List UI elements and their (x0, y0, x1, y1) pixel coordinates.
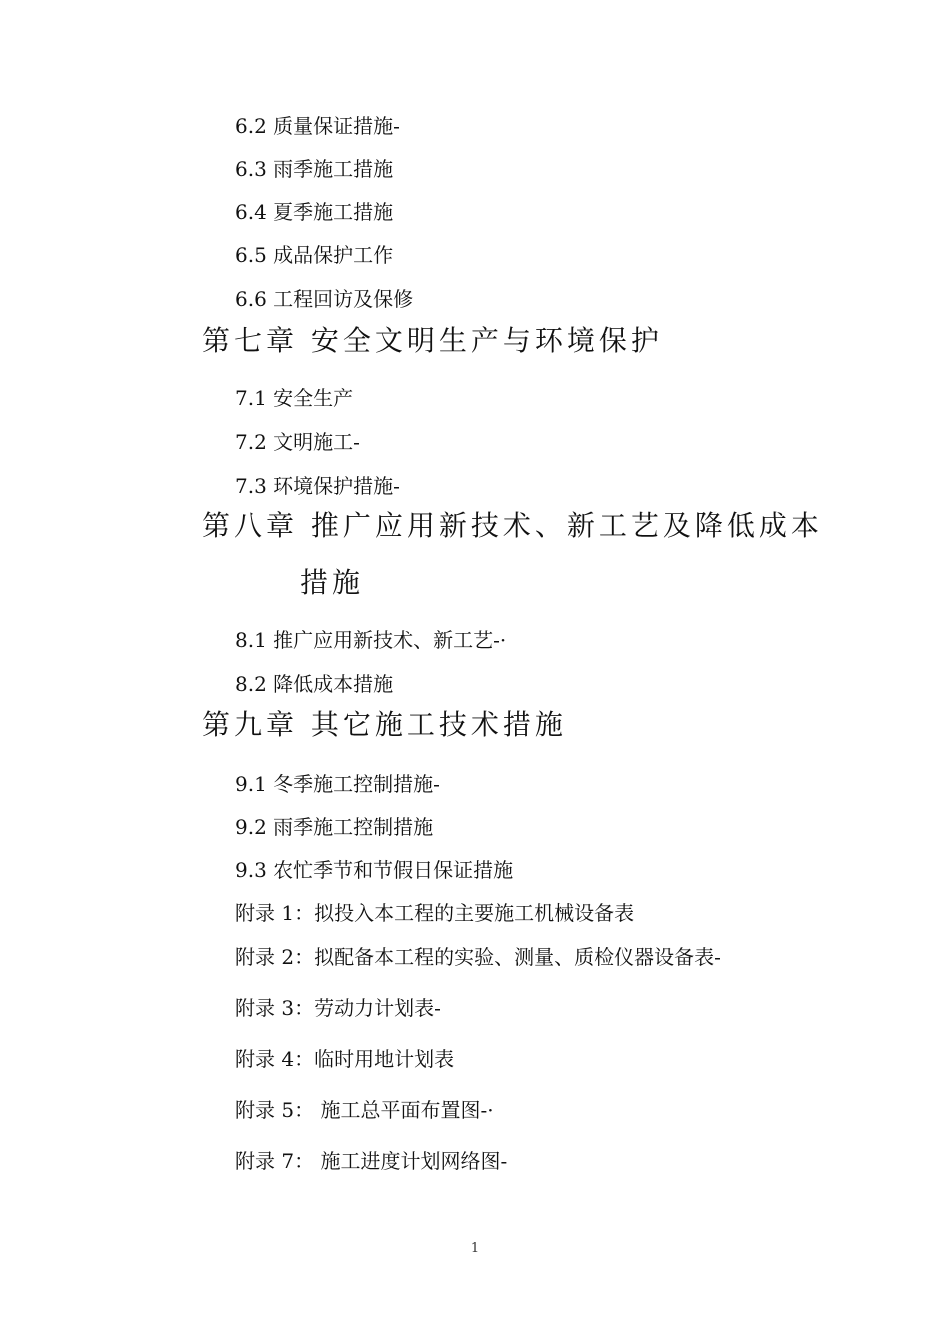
toc-entry-8-2: 8.2 降低成本措施 (235, 672, 394, 696)
chapter-8-heading-continued: 措施 (300, 566, 365, 599)
toc-entry-9-1: 9.1 冬季施工控制措施- (235, 772, 440, 796)
appendix-4: 附录 4：临时用地计划表 (235, 1047, 455, 1071)
toc-entry-7-2: 7.2 文明施工- (235, 430, 360, 454)
toc-entry-8-1: 8.1 推广应用新技术、新工艺-· (235, 628, 507, 652)
appendix-5: 附录 5： 施工总平面布置图-· (235, 1098, 494, 1122)
appendix-3: 附录 3：劳动力计划表- (235, 996, 441, 1020)
appendix-1: 附录 1：拟投入本工程的主要施工机械设备表 (235, 901, 635, 925)
page-number: 1 (470, 1241, 480, 1256)
toc-entry-7-3: 7.3 环境保护措施- (235, 474, 400, 498)
chapter-8-heading: 第八章 推广应用新技术、新工艺及降低成本 (202, 509, 823, 542)
chapter-9-heading: 第九章 其它施工技术措施 (202, 708, 567, 741)
toc-entry-6-5: 6.5 成品保护工作 (235, 243, 394, 267)
toc-entry-7-1: 7.1 安全生产 (235, 386, 354, 410)
toc-entry-6-3: 6.3 雨季施工措施 (235, 157, 394, 181)
toc-entry-9-3: 9.3 农忙季节和节假日保证措施 (235, 858, 514, 882)
appendix-7: 附录 7： 施工进度计划网络图- (235, 1149, 508, 1173)
toc-entry-6-2: 6.2 质量保证措施- (235, 114, 400, 138)
toc-entry-6-4: 6.4 夏季施工措施 (235, 200, 394, 224)
toc-entry-9-2: 9.2 雨季施工控制措施 (235, 815, 434, 839)
appendix-2: 附录 2：拟配备本工程的实验、测量、质检仪器设备表- (235, 945, 721, 969)
toc-entry-6-6: 6.6 工程回访及保修 (235, 287, 414, 311)
chapter-7-heading: 第七章 安全文明生产与环境保护 (202, 324, 663, 357)
